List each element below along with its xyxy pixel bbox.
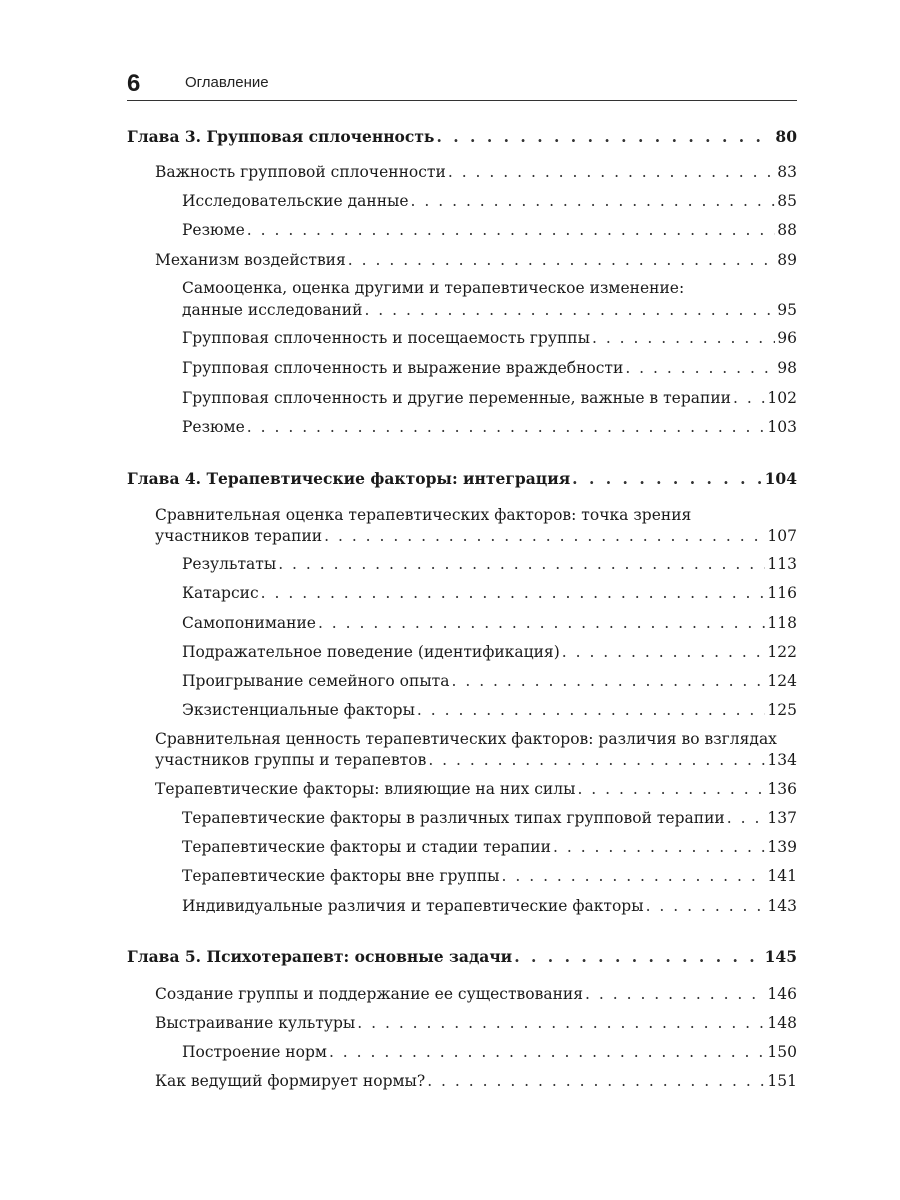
table-of-contents [127,0,797,1200]
toc-entry[interactable]: Проигрывание семейного опыта . . . 124 [182,669,797,693]
toc-entry[interactable]: Механизм воздействия . . . 89 [155,248,797,272]
toc-entry[interactable]: Терапевтические факторы в различных типах групповой терапии . . . 137 [182,806,797,830]
toc-entry[interactable]: данные исследований . . . 95 [182,298,797,322]
toc-entry[interactable]: Групповая сплоченность и выражение враждебности . . . 98 [182,356,797,380]
toc-entry[interactable]: Важность групповой сплоченности . . . 83 [155,160,797,184]
toc-entry[interactable]: Самопонимание . . . 118 [182,611,797,635]
toc-entry[interactable]: Терапевтические факторы вне группы . . . 141 [182,864,797,888]
running-title: Оглавление [185,74,269,91]
toc-entry[interactable]: Терапевтические факторы: влияющие на них силы . . . 136 [155,777,797,801]
toc-chapter-5[interactable]: Глава 5. Психотерапевт: основные задачи . . . 145 [127,945,797,969]
page-number: 6 [127,70,141,97]
toc-entry[interactable]: Экзистенциальные факторы . . . 125 [182,698,797,722]
toc-entry[interactable]: Групповая сплоченность и посещаемость группы . . . 96 [182,326,797,350]
toc-entry[interactable]: Индивидуальные различия и терапевтические факторы . . . 143 [182,894,797,918]
toc-entry[interactable]: Катарсис . . . 116 [182,581,797,605]
toc-chapter-4[interactable]: Глава 4. Терапевтические факторы: интеграция . . . 104 [127,467,797,491]
toc-entry[interactable]: Резюме . . . 88 [182,218,797,242]
toc-entry[interactable]: Подражательное поведение (идентификация) . . . 122 [182,640,797,664]
toc-entry-line1: Сравнительная ценность терапевтических факторов: различия во взглядах [155,730,777,748]
toc-entry[interactable]: Терапевтические факторы и стадии терапии . . . 139 [182,835,797,859]
toc-entry[interactable]: Как ведущий формирует нормы? . . . 151 [155,1069,797,1093]
toc-entry[interactable]: Резюме . . . 103 [182,415,797,439]
toc-entry[interactable]: Исследовательские данные . . . 85 [182,189,797,213]
toc-entry[interactable]: Выстраивание культуры . . . 148 [155,1011,797,1035]
toc-chapter-3[interactable]: Глава 3. Групповая сплоченность . . . 80 [127,125,797,149]
toc-entry[interactable]: Результаты . . . 113 [182,552,797,576]
toc-entry[interactable]: Построение норм . . . 150 [182,1040,797,1064]
toc-entry-line1: Самооценка, оценка другими и терапевтическое изменение: [182,279,685,297]
toc-entry[interactable]: Групповая сплоченность и другие переменные, важные в терапии . . . 102 [182,386,797,410]
toc-entry[interactable]: участников терапии . . . 107 [155,524,797,548]
toc-entry-line1: Сравнительная оценка терапевтических факторов: точка зрения [155,506,692,524]
toc-entry[interactable]: участников группы и терапевтов . . . 134 [155,748,797,772]
toc-entry[interactable]: Создание группы и поддержание ее существования . . . 146 [155,982,797,1006]
